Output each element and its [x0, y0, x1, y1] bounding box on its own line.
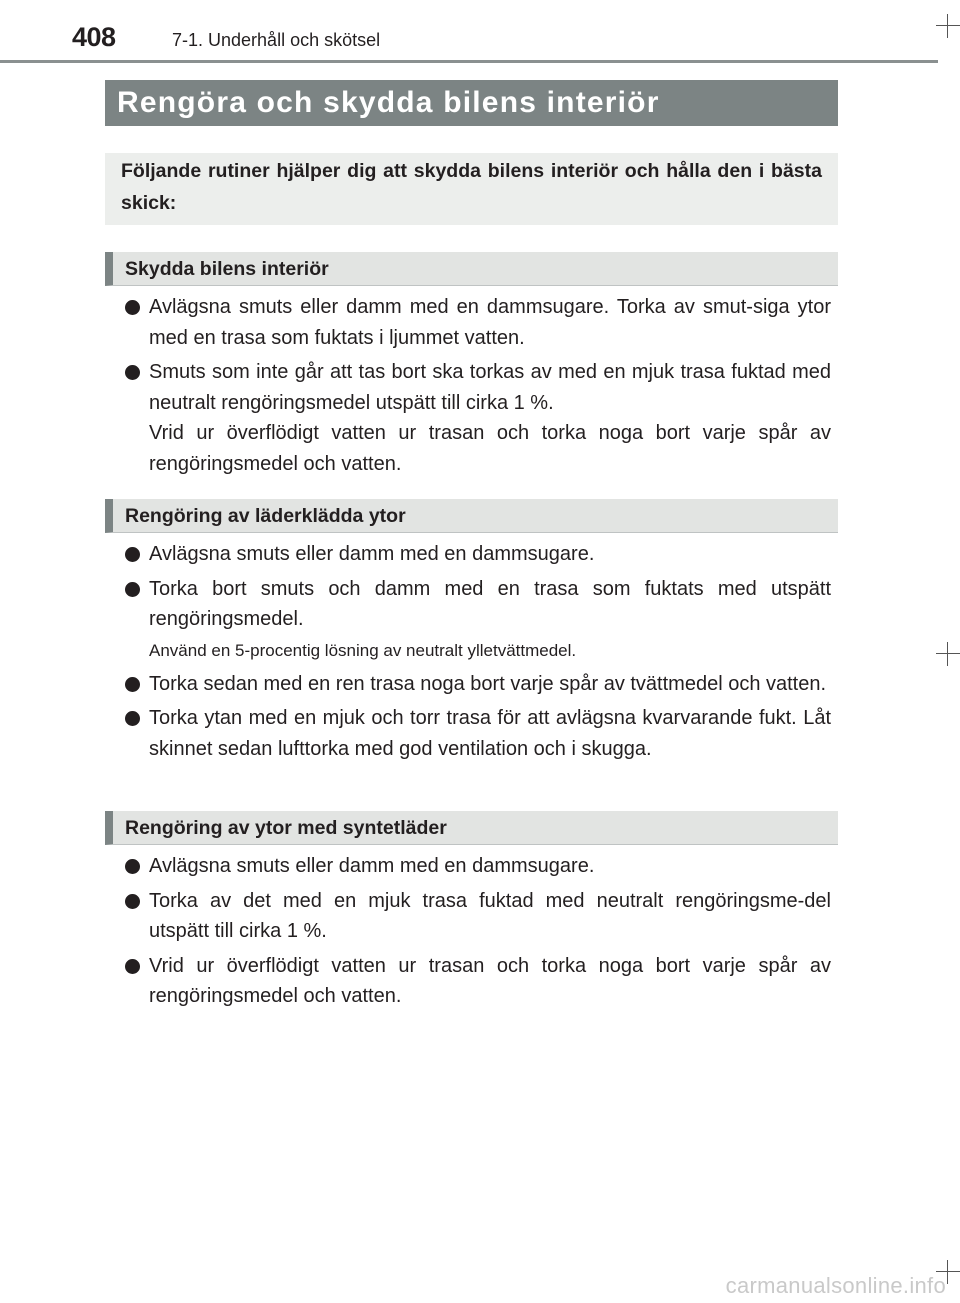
- page-number: 408: [72, 22, 116, 52]
- section-heading-label: Rengöring av ytor med syntetläder: [125, 817, 447, 839]
- list-item: [125, 669, 831, 700]
- list-item: [125, 574, 831, 635]
- bullet-icon: [125, 365, 140, 380]
- bullet-icon: [125, 582, 140, 597]
- chapter-title: 7-1. Underhåll och skötsel: [172, 30, 381, 50]
- crop-mark-icon: [936, 14, 960, 38]
- list-item-text: Torka ytan med en mjuk och torr trasa för att avlägsna kvarvarande fukt. Låt skinnet sedan lufttorka med god ventilation och i skugga.: [149, 707, 831, 760]
- list-item-text: Vrid ur överflödigt vatten ur trasan och torka noga bort varje spår av rengöringsmedel och vatten.: [149, 954, 831, 1007]
- list-item-text: Torka av det med en mjuk trasa fuktad med neutralt rengöringsme-del utspätt till cirka 1 %.: [149, 889, 831, 942]
- list-item: [125, 703, 831, 764]
- crop-mark-icon: [936, 642, 960, 666]
- list-item-extra-text: Vrid ur överflödigt vatten ur trasan och torka noga bort varje spår av rengöringsmedel och vatten.: [149, 422, 831, 475]
- list-item-note: Använd en 5-procentig lösning av neutralt ylletvättmedel.: [149, 640, 577, 660]
- list-item-text: Smuts som inte går att tas bort ska torkas av med en mjuk trasa fuktad med neutralt rengöringsmedel utspätt till cirka 1 %.: [149, 361, 831, 414]
- bullet-icon: [125, 959, 140, 974]
- intro-text: Följande rutiner hjälper dig att skydda bilens interiör och hålla den i bästa skick:: [121, 160, 822, 214]
- list-item-text: Avlägsna smuts eller damm med en dammsugare. Torka av smut-siga ytor med en trasa som fuktats i ljummet vatten.: [149, 296, 831, 349]
- bullet-icon: [125, 677, 140, 692]
- list-item-text: Avlägsna smuts eller damm med en dammsugare.: [149, 855, 595, 877]
- bullet-icon: [125, 859, 140, 874]
- section-heading-label: Rengöring av läderklädda ytor: [125, 505, 406, 527]
- list-item-text: Avlägsna smuts eller damm med en dammsugare.: [149, 543, 595, 565]
- list-item: [125, 951, 831, 1012]
- page-title-bar: [105, 80, 838, 126]
- section-heading-synthetic: [105, 811, 838, 845]
- list-item: [125, 886, 831, 947]
- section-heading-protect: [105, 252, 838, 286]
- list-item-text: Torka sedan med en ren trasa noga bort varje spår av tvättmedel och vatten.: [149, 672, 827, 695]
- watermark: carmanualsonline.info: [725, 1273, 946, 1298]
- section-list-synthetic: [125, 851, 831, 1016]
- section-list-leather: [125, 539, 831, 768]
- list-item: [125, 851, 831, 882]
- section-list-protect: [125, 292, 831, 483]
- page-title: Rengöra och skydda bilens interiör: [117, 86, 660, 119]
- header-divider: [0, 60, 938, 63]
- bullet-icon: [125, 547, 140, 562]
- list-item-text: Torka bort smuts och damm med en trasa som fuktats med utspätt rengöringsmedel.: [149, 577, 831, 630]
- section-heading-leather: [105, 499, 838, 533]
- list-item: [125, 357, 831, 479]
- section-heading-label: Skydda bilens interiör: [125, 258, 329, 280]
- bullet-icon: [125, 711, 140, 726]
- bullet-icon: [125, 300, 140, 315]
- bullet-icon: [125, 894, 140, 909]
- intro-box: [105, 153, 838, 225]
- list-item: [125, 539, 831, 570]
- list-item: [125, 292, 831, 353]
